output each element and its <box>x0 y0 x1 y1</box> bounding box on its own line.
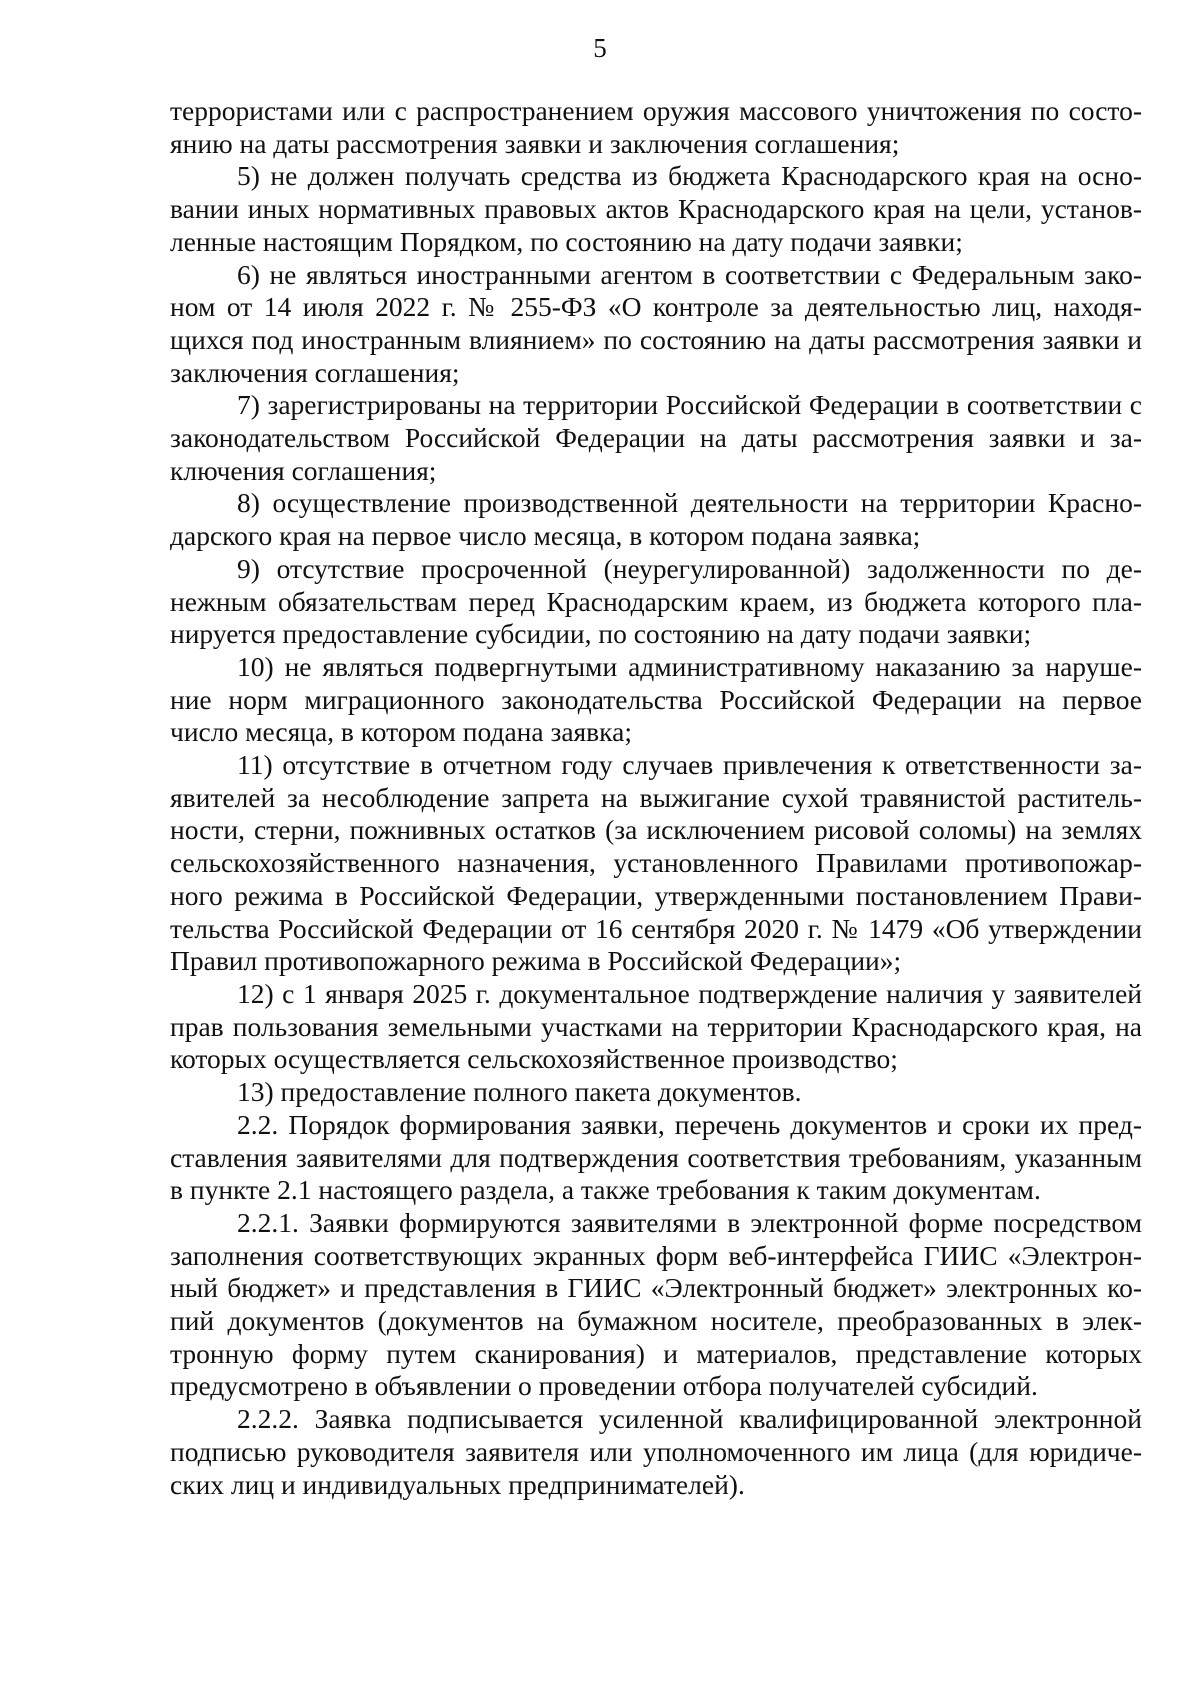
paragraph-item-6: 6) не являться иностранными агентом в соответствии с Федеральным законом от 14 июля 2022 г. № 255-ФЗ «О контроле за деятельностью лиц, находящихся под иностранным влиянием» по состоянию на даты рассмотрения заявки и заключения соглашения; <box>170 258 1142 388</box>
paragraph-section-2-2-2: 2.2.2. Заявка подписывается усиленной квалифицированной электронной подписью руководителя заявителя или уполномоченного им лица (для юридических лиц и индивидуальных предпринимателей). <box>170 1403 1142 1500</box>
paragraph-item-12: 12) с 1 января 2025 г. документальное подтверждение наличия у заявителей прав пользования земельными участками на территории Краснодарского края, на которых осуществляется сельскохозяйственное производство; <box>170 977 1142 1075</box>
paragraph-section-2-2: 2.2. Порядок формирования заявки, перечень документов и сроки их представления заявителями для подтверждения соответствия требованиям, указанным в пункте 2.1 настоящего раздела, а также требования к таким документам. <box>170 1108 1142 1206</box>
paragraph-continuation: террористами или с распространением оружия массового уничтожения по состоянию на даты рассмотрения заявки и заключения соглашения; <box>170 95 1142 159</box>
paragraph-item-9: 9) отсутствие просроченной (неурегулированной) задолженности по денежным обязательствам перед Краснодарским краем, из бюджета которого планируется предоставление субсидии, по состоянию на дату подачи заявки; <box>170 552 1142 650</box>
paragraph-item-11: 11) отсутствие в отчетном году случаев привлечения к ответственности заявителей за несоблюдение запрета на выжигание сухой травянистой растительности, стерни, пожнивных остатков (за исключением рисовой соломы) на землях сельскохозяйственного назначения, установленного Правилами противопожарного режима в Российской Федерации, утвержденными постановлением Правительства Российской Федерации от 16 сентября 2020 г. № 1479 «Об утверждении Правил противопожарного режима в Российской Федерации»; <box>170 749 1142 977</box>
paragraph-section-2-2-1: 2.2.1. Заявки формируются заявителями в электронной форме посредством заполнения соответствующих экранных форм веб-интерфейса ГИИС «Электронный бюджет» и представления в ГИИС «Электронный бюджет» электронных копий документов (документов на бумажном носителе, преобразованных в электронную форму путем сканирования) и материалов, представление которых предусмотрено в объявлении о проведении отбора получателей субсидий. <box>170 1206 1142 1402</box>
paragraph-item-8: 8) осуществление производственной деятельности на территории Краснодарского края на первое число месяца, в котором подана заявка; <box>170 487 1142 552</box>
page-number: 5 <box>593 33 607 63</box>
paragraph-item-7: 7) зарегистрированы на территории Российской Федерации в соответствии с законодательством Российской Федерации на даты рассмотрения заявки и заключения соглашения; <box>170 389 1142 486</box>
paragraph-item-5: 5) не должен получать средства из бюджета Краснодарского края на основании иных нормативных правовых актов Краснодарского края на цели, установленные настоящим Порядком, по состоянию на дату подачи заявки; <box>170 160 1142 257</box>
paragraph-item-10: 10) не являться подвергнутыми административному наказанию за нарушение норм миграционного законодательства Российской Федерации на первое число месяца, в котором подана заявка; <box>170 650 1142 748</box>
document-body <box>170 95 1142 1501</box>
paragraph-item-13: 13) предоставление полного пакета документов. <box>237 1076 802 1108</box>
